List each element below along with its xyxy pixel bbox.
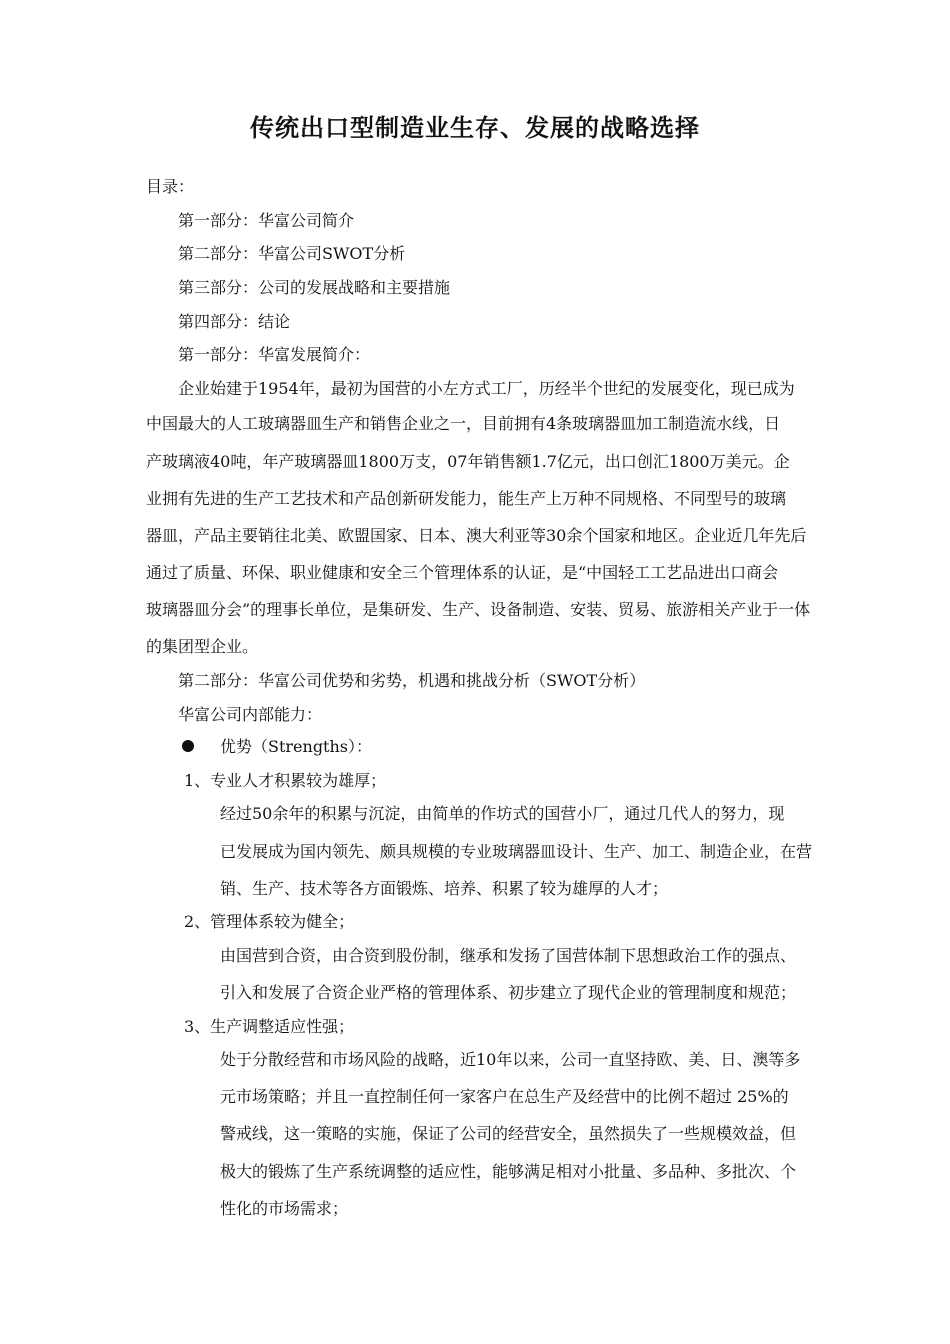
part1-line: 产玻璃液40吨，年产玻璃器皿1800万支，07年销售额1.7亿元，出口创汇1800万美元。企 xyxy=(146,452,790,471)
part1-line: 企业始建于1954年，最初为国营的小左方式工厂，历经半个世纪的发展变化，现已成为 xyxy=(178,379,795,398)
toc-item-2: 第二部分：华富公司SWOT分析 xyxy=(178,244,406,263)
page-title: 传统出口型制造业生存、发展的战略选择 xyxy=(250,113,700,142)
item-line: 由国营到合资，由合资到股份制，继承和发扬了国营体制下思想政治工作的强点、 xyxy=(220,946,797,965)
part1-line: 器皿，产品主要销往北美、欧盟国家、日本、澳大利亚等30余个国家和地区。企业近几年先后 xyxy=(146,526,807,545)
part2-heading: 第二部分：华富公司优势和劣势，机遇和挑战分析（SWOT分析） xyxy=(178,671,646,690)
toc-label: 目录： xyxy=(146,177,195,196)
part1-heading: 第一部分：华富发展简介： xyxy=(178,345,371,364)
toc-item-1: 第一部分：华富公司简介 xyxy=(178,211,355,230)
item-line: 经过50余年的积累与沉淀，由简单的作坊式的国营小厂，通过几代人的努力，现 xyxy=(220,804,785,823)
item-line: 引入和发展了合资企业严格的管理体系、初步建立了现代企业的管理制度和规范； xyxy=(220,983,797,1002)
item-title-2: 2、管理体系较为健全； xyxy=(184,912,355,931)
item-line: 销、生产、技术等各方面锻炼、培养、积累了较为雄厚的人才； xyxy=(220,879,669,898)
item-line: 警戒线，这一策略的实施，保证了公司的经营安全，虽然损失了一些规模效益，但 xyxy=(220,1124,797,1143)
item-title-1: 1、专业人才积累较为雄厚； xyxy=(184,771,387,790)
part1-line: 业拥有先进的生产工艺技术和产品创新研发能力，能生产上万种不同规格、不同型号的玻璃 xyxy=(146,489,787,508)
item-line: 性化的市场需求； xyxy=(220,1199,349,1218)
item-title-3: 3、生产调整适应性强； xyxy=(184,1017,355,1036)
strengths-bullet xyxy=(182,736,372,758)
strengths-label: 优势（Strengths）： xyxy=(220,737,373,756)
item-line: 已发展成为国内领先、颇具规模的专业玻璃器皿设计、生产、加工、制造企业，在营 xyxy=(220,842,813,861)
part1-line: 玻璃器皿分会”的理事长单位，是集研发、生产、设备制造、安装、贸易、旅游相关产业于一体 xyxy=(146,600,811,619)
part1-line: 中国最大的人工玻璃器皿生产和销售企业之一，目前拥有4条玻璃器皿加工制造流水线，日 xyxy=(146,414,781,433)
toc-item-4: 第四部分：结论 xyxy=(178,312,291,331)
item-line: 元市场策略；并且一直控制任何一家客户在总生产及经营中的比例不超过 25%的 xyxy=(220,1087,789,1106)
part1-line: 通过了质量、环保、职业健康和安全三个管理体系的认证，是“中国轻工工艺品进出口商会 xyxy=(146,563,779,582)
bullet-dot-icon xyxy=(182,740,194,752)
toc-item-3: 第三部分：公司的发展战略和主要措施 xyxy=(178,278,451,297)
item-line: 极大的锻炼了生产系统调整的适应性，能够满足相对小批量、多品种、多批次、个 xyxy=(220,1162,797,1181)
part2-subheading: 华富公司内部能力： xyxy=(178,705,323,724)
part1-line: 的集团型企业。 xyxy=(146,637,259,656)
item-line: 处于分散经营和市场风险的战略，近10年以来，公司一直坚持欧、美、日、澳等多 xyxy=(220,1050,801,1069)
